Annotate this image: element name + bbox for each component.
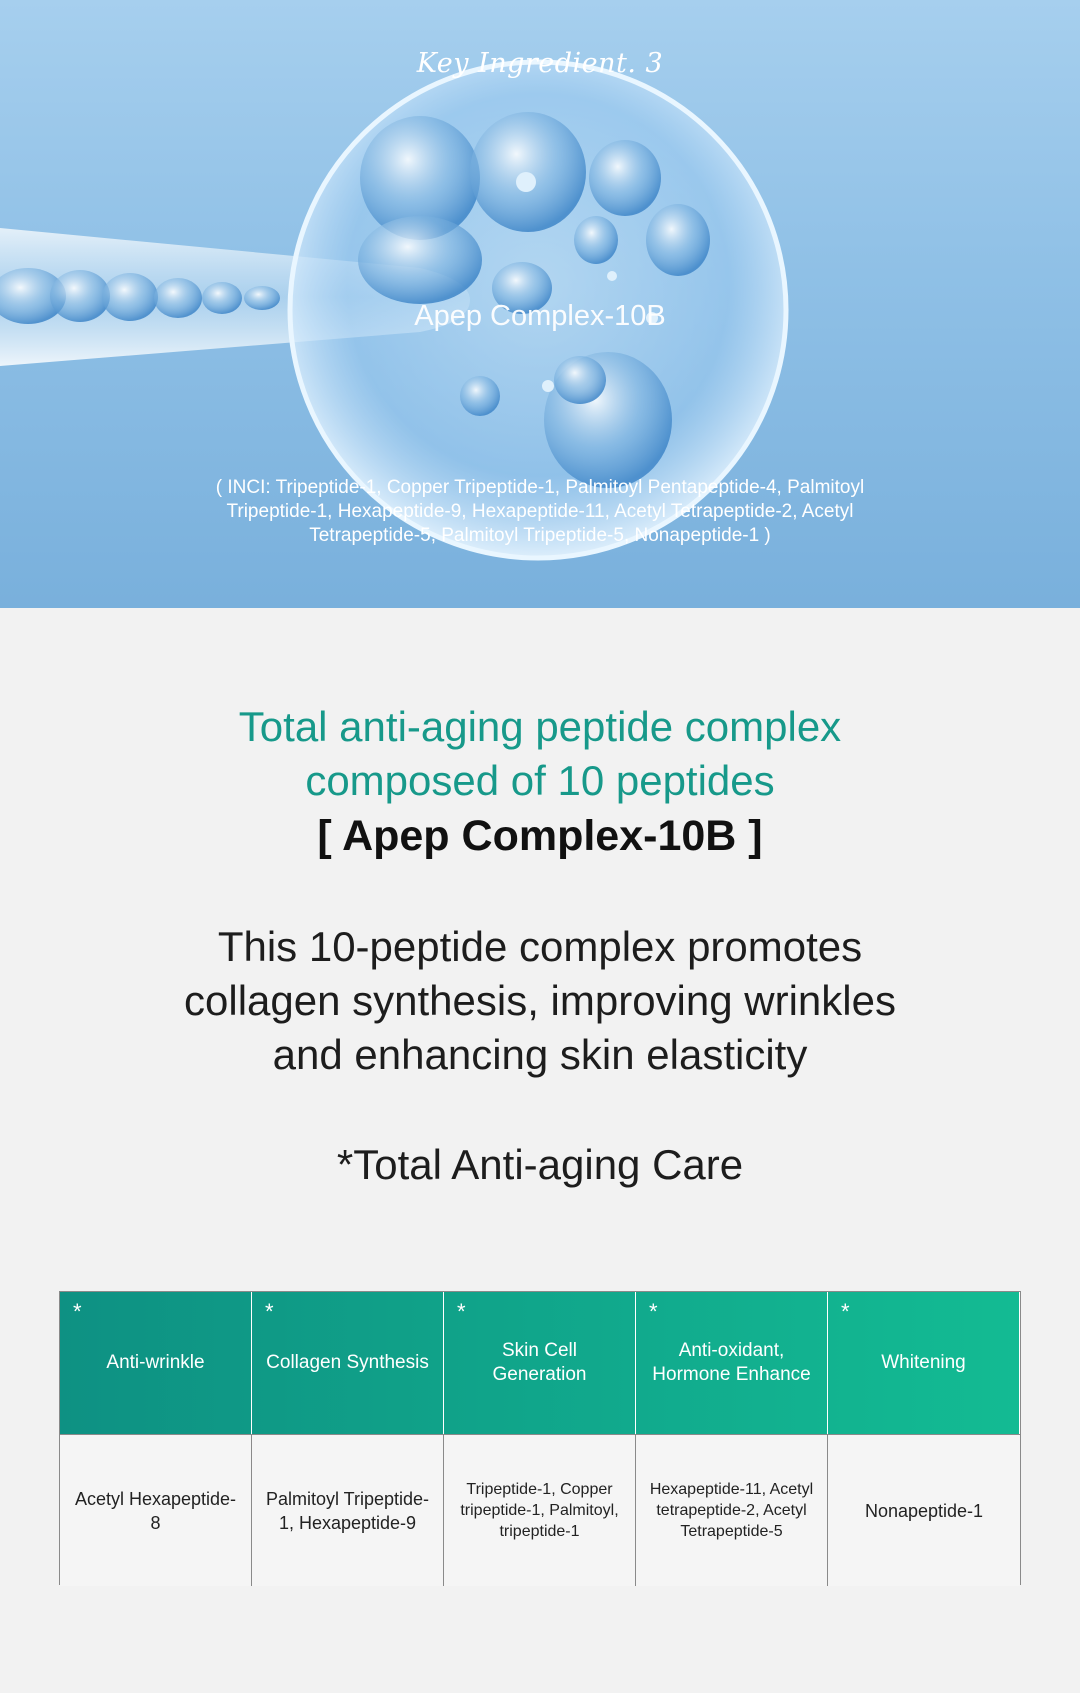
table-header-cell xyxy=(60,1292,252,1434)
hero-kicker: Key Ingredient. 3 xyxy=(416,48,664,79)
hero-banner xyxy=(0,0,1080,608)
description-line-3: and enhancing skin elasticity xyxy=(272,1031,808,1078)
table-header-cell xyxy=(252,1292,444,1434)
hero-ingredient-name: Apep Complex-10B xyxy=(414,300,666,332)
star-icon: * xyxy=(73,1299,82,1324)
header-label: Collagen Synthesis xyxy=(266,1352,429,1373)
table-cell: Palmitoyl Tripeptide-1, Hexapeptide-9 xyxy=(252,1434,444,1586)
description xyxy=(0,920,1080,1082)
table-cell: Nonapeptide-1 xyxy=(828,1434,1020,1586)
star-icon: * xyxy=(265,1299,274,1324)
intro-heading xyxy=(0,700,1080,864)
table-cell: Tripeptide-1, Copper tripeptide-1, Palmitoyl, tripeptide-1 xyxy=(444,1434,636,1586)
header-label: Whitening xyxy=(881,1352,966,1373)
star-icon: * xyxy=(457,1299,466,1324)
header-label: Anti-wrinkle xyxy=(106,1352,205,1373)
star-icon: * xyxy=(841,1299,850,1324)
table-cell: Hexapeptide-11, Acetyl tetrapeptide-2, Acetyl Tetrapeptide-5 xyxy=(636,1434,828,1586)
description-line-2: collagen synthesis, improving wrinkles xyxy=(184,977,896,1024)
header-label: Skin Cell Generation xyxy=(492,1340,587,1385)
header-label: Anti-oxidant, Hormone Enhance xyxy=(652,1340,811,1385)
care-tagline: *Total Anti-aging Care xyxy=(336,1141,744,1188)
intro-line-2: composed of 10 peptides xyxy=(305,757,775,804)
table-header-cell xyxy=(828,1292,1020,1434)
hero-inci-list: ( INCI: Tripeptide-1, Copper Tripeptide-1, Palmitoyl Pentapeptide-4, Palmitoyl Tripeptide-1, Hexapeptide-9, Hexapeptide-11, Acetyl Tetrapeptide-2, Acetyl Tetrapeptide-5, Palmitoyl Tripeptide-5, Nonapeptide-1 ) xyxy=(215,477,865,546)
benefit-table xyxy=(59,1291,1021,1585)
table-header-cell xyxy=(444,1292,636,1434)
intro-line-1: Total anti-aging peptide complex xyxy=(238,703,842,750)
table-header-cell xyxy=(636,1292,828,1434)
table-cell: Acetyl Hexapeptide-8 xyxy=(60,1434,252,1586)
description-line-1: This 10-peptide complex promotes xyxy=(217,923,863,970)
star-icon: * xyxy=(649,1299,658,1324)
intro-product-name: [ Apep Complex-10B ] xyxy=(317,812,763,860)
